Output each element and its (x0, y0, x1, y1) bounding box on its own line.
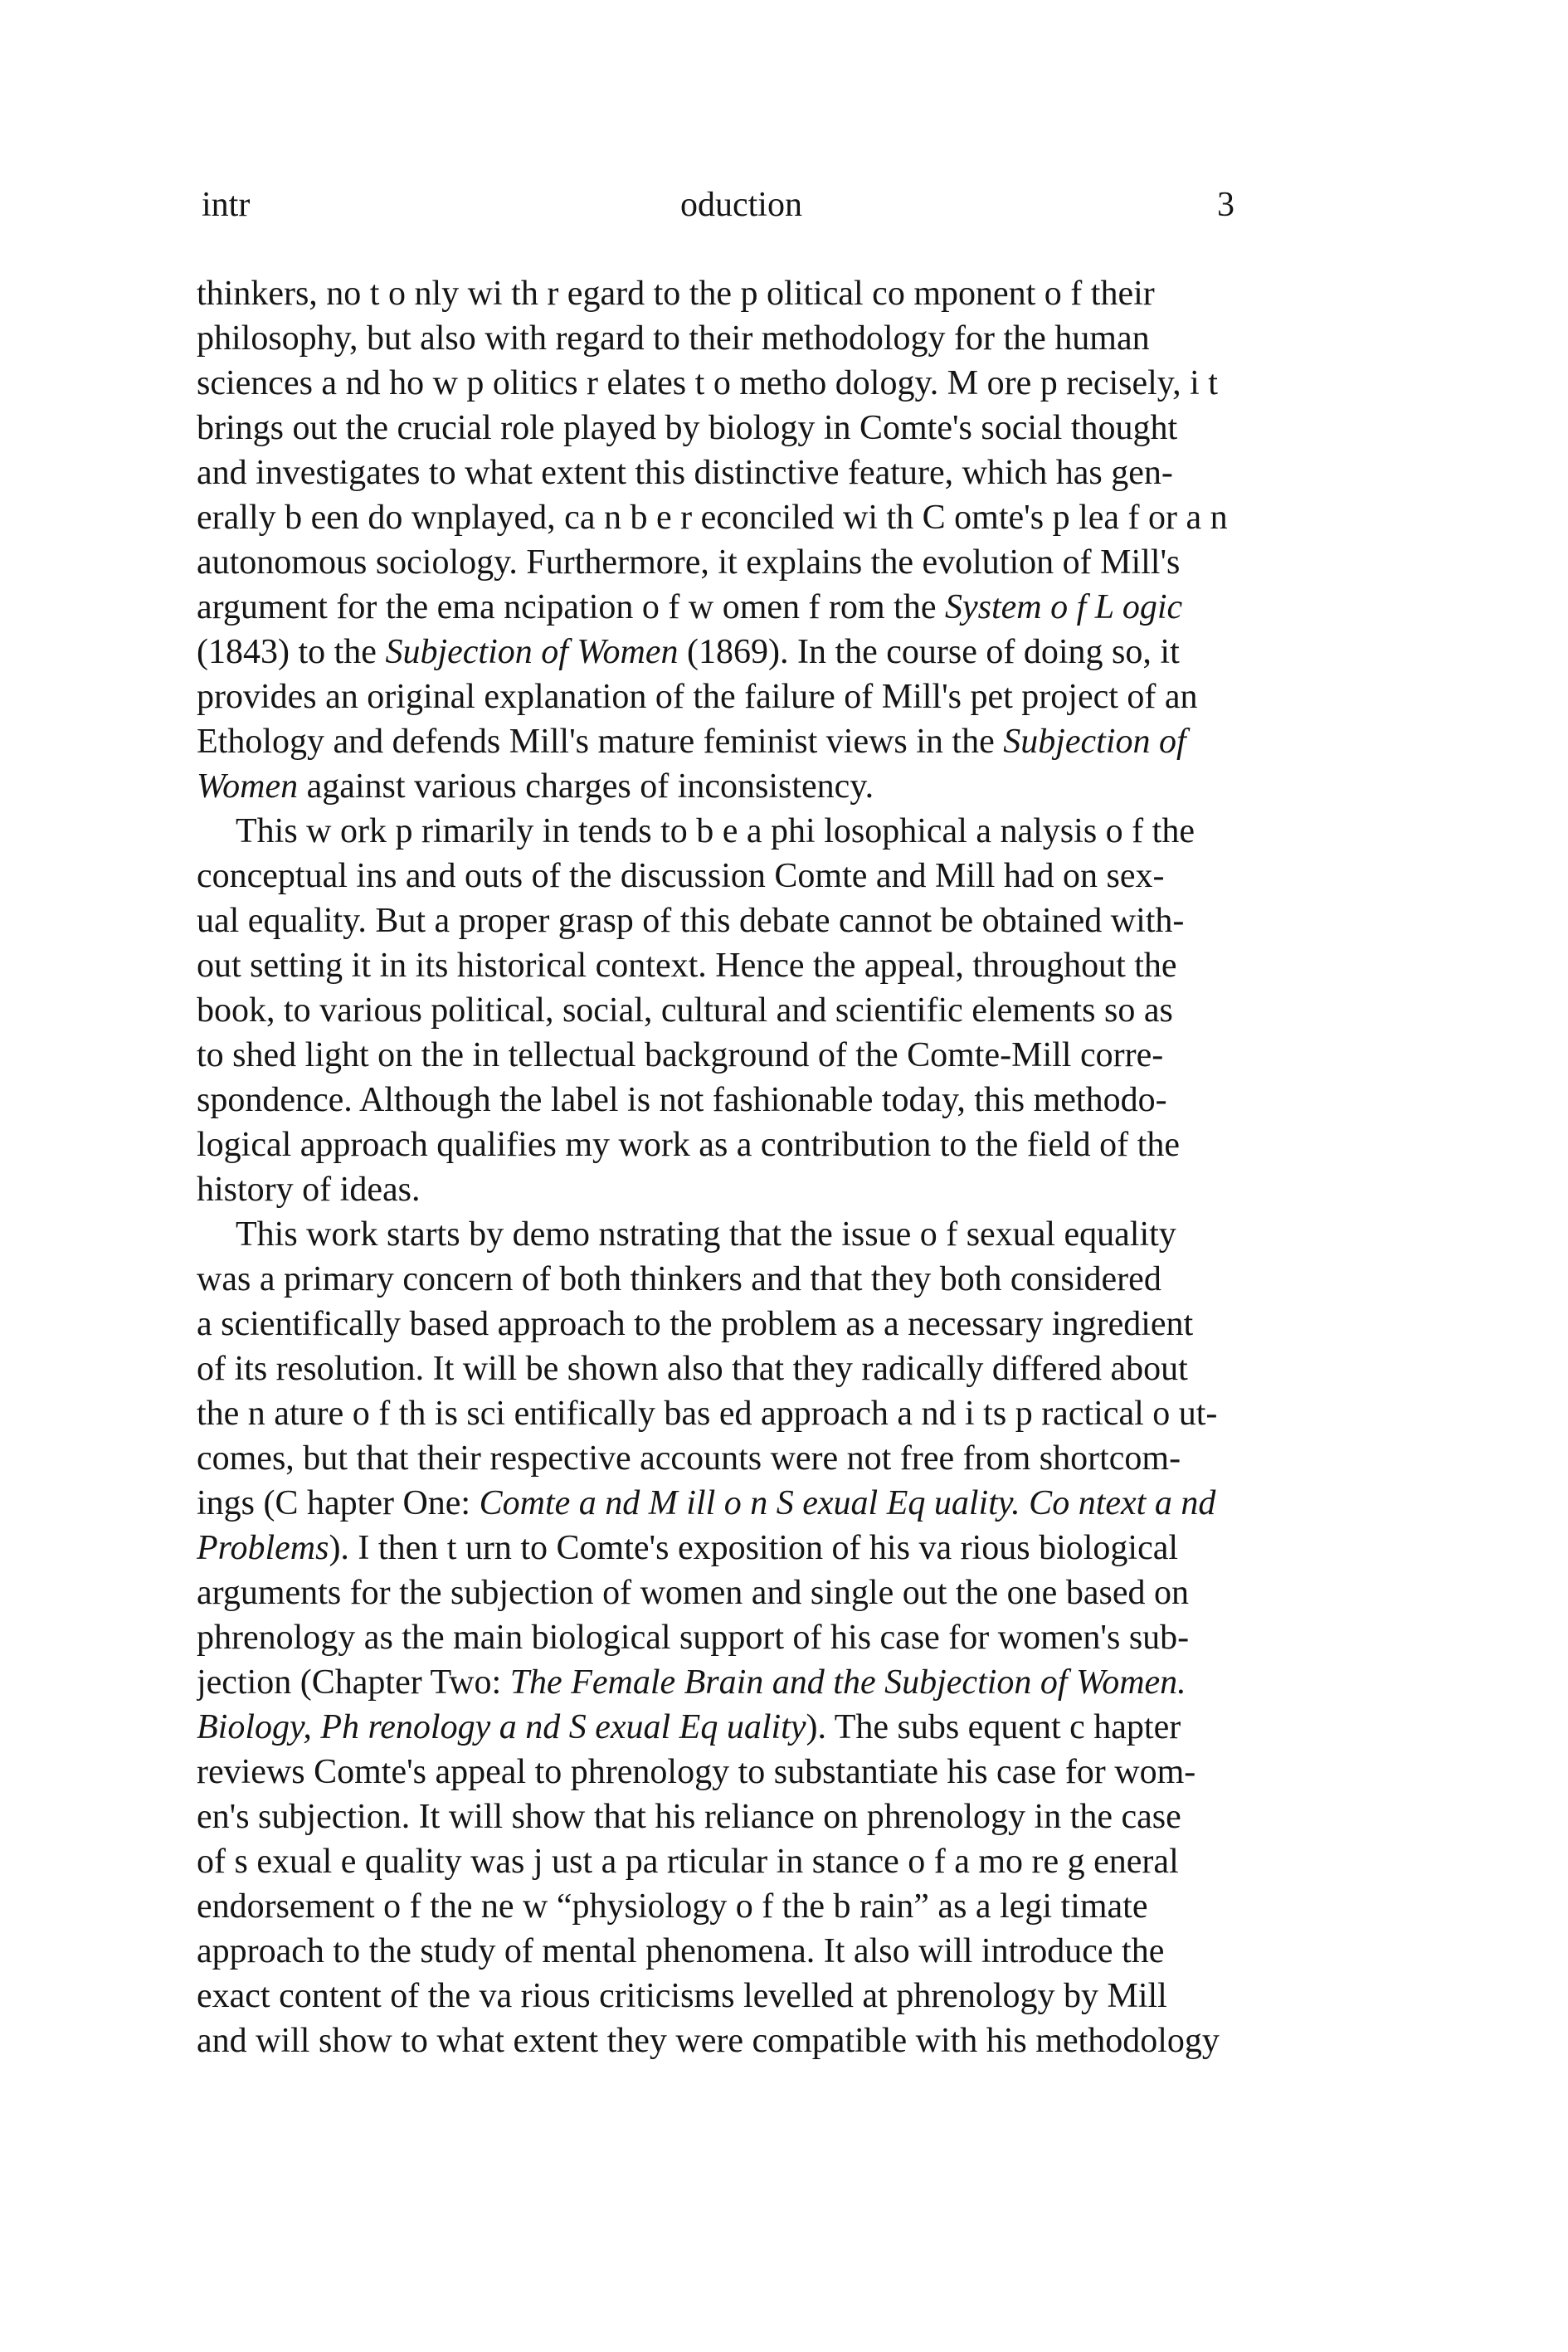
text-segment: against various charges of inconsistency. (298, 767, 874, 806)
text-line: book, to various political, social, cultural and scientific elements so as (197, 991, 1173, 1030)
text-line: out setting it in its historical context. Hence the appeal, throughout the (197, 947, 1177, 985)
text-segment: jection (Chapter Two: (197, 1663, 510, 1702)
text-line: logical approach qualifies my work as a contribution to the field of the (197, 1126, 1180, 1164)
text-line: to shed light on the in tellectual background of the Comte-Mill corre- (197, 1036, 1164, 1074)
text-segment: ). I then t urn to Comte's exposition of his va rious biological (329, 1529, 1179, 1567)
text-line: This w ork p rimarily in tends to b e a phi losophical a nalysis o f the (236, 812, 1195, 850)
text-line: erally b een do wnplayed, ca n b e r econciled wi th C omte's p lea f or a n (197, 499, 1228, 537)
text-line: provides an original explanation of the failure of Mill's pet project of an (197, 678, 1198, 716)
text-line (197, 585, 1254, 630)
text-line: endorsement o f the ne w “physiology o f the b rain” as a legi timate (197, 1887, 1148, 1926)
text-segment: Ethology and defends Mill's mature feminist views in the (197, 723, 1004, 761)
text-line: thinkers, no t o nly wi th r egard to the p olitical co mponent o f their (197, 275, 1155, 313)
text-line: exact content of the va rious criticisms levelled at phrenology by Mill (197, 1977, 1167, 2015)
text-line (197, 1481, 1254, 1526)
text-segment: ings (C hapter One: (197, 1484, 480, 1522)
text-line: This work starts by demo nstrating that the issue o f sexual equality (236, 1215, 1176, 1254)
italic-title: Subjection of (1003, 723, 1186, 761)
text-line: approach to the study of mental phenomena. It also will introduce the (197, 1932, 1165, 1970)
text-line (197, 1705, 1254, 1750)
text-line: of s exual e quality was j ust a pa rticular in stance o f a mo re g eneral (197, 1843, 1179, 1881)
italic-title: The Female Brain and the Subjection of Women. (509, 1663, 1186, 1702)
text-line: arguments for the subjection of women and single out the one based on (197, 1574, 1189, 1612)
text-line: ual equality. But a proper grasp of this debate cannot be obtained with- (197, 902, 1185, 940)
running-head-center: oduction (680, 186, 802, 224)
text-line: sciences a nd ho w p olitics r elates t o metho dology. M ore p recisely, i t (197, 364, 1218, 402)
text-line: reviews Comte's appeal to phrenology to substantiate his case for wom- (197, 1753, 1196, 1791)
italic-title: Comte a nd M ill o n S exual Eq uality. Co ntext a nd (479, 1484, 1216, 1522)
text-line: of its resolution. It will be shown also that they radically differed about (197, 1350, 1188, 1388)
italic-title: Problems (197, 1529, 329, 1567)
text-segment: (1869). In the course of doing so, it (678, 633, 1180, 671)
text-line: was a primary concern of both thinkers and that they both considered (197, 1260, 1161, 1298)
italic-title: Biology, Ph renology a nd S exual Eq uality (197, 1708, 806, 1746)
running-head-left: intr (202, 186, 251, 224)
text-line (197, 1526, 1254, 1570)
text-line: comes, but that their respective accounts were not free from shortcom- (197, 1439, 1181, 1478)
text-line: the n ature o f th is sci entifically bas ed approach a nd i ts p ractical o ut- (197, 1395, 1218, 1433)
italic-title: System o f L ogic (944, 588, 1183, 626)
italic-title: Women (197, 767, 299, 806)
text-line: spondence. Although the label is not fashionable today, this methodo- (197, 1081, 1167, 1119)
page-number: 3 (1217, 186, 1234, 224)
text-line: philosophy, but also with regard to their methodology for the human (197, 319, 1150, 358)
text-line (197, 719, 1254, 764)
text-line: history of ideas. (197, 1171, 421, 1209)
text-line: autonomous sociology. Furthermore, it explains the evolution of Mill's (197, 543, 1181, 582)
text-line: phrenology as the main biological support of his case for women's sub- (197, 1619, 1190, 1657)
text-line (197, 630, 1254, 674)
body-text (197, 271, 1254, 2063)
text-segment: (1843) to the (197, 633, 386, 671)
text-line (197, 764, 1254, 809)
text-line: a scientifically based approach to the problem as a necessary ingredient (197, 1305, 1194, 1343)
text-line: brings out the crucial role played by biology in Comte's social thought (197, 409, 1178, 447)
text-line: and investigates to what extent this distinctive feature, which has gen- (197, 454, 1173, 492)
text-segment: argument for the ema ncipation o f w omen f rom the (197, 588, 945, 626)
text-line: and will show to what extent they were compatible with his methodology (197, 2022, 1220, 2060)
text-line: conceptual ins and outs of the discussion Comte and Mill had on sex- (197, 857, 1165, 895)
text-segment: ). The subs equent c hapter (806, 1708, 1181, 1746)
italic-title: Subjection of Women (385, 633, 679, 671)
text-line (197, 1660, 1254, 1705)
text-line: en's subjection. It will show that his reliance on phrenology in the case (197, 1798, 1181, 1836)
